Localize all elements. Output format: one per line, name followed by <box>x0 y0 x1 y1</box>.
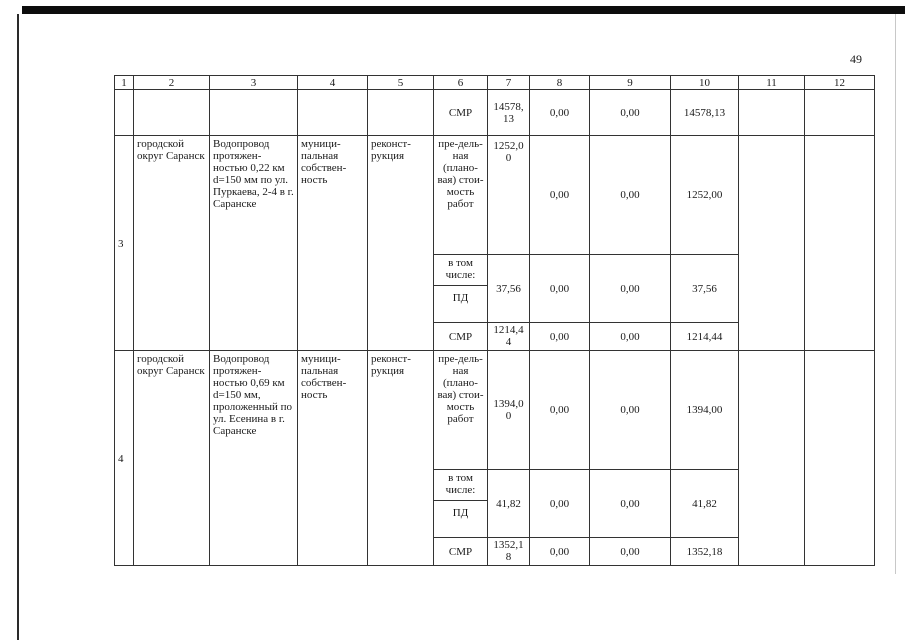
investment-table <box>114 75 875 566</box>
header-cell: 5 <box>368 76 434 90</box>
scan-border-left <box>17 14 19 640</box>
value-cell: 41,82 <box>671 470 739 538</box>
value-cell: 0,00 <box>530 351 590 470</box>
value-cell: 1214,44 <box>671 323 739 351</box>
row-label: СМР <box>434 323 488 351</box>
header-cell: 10 <box>671 76 739 90</box>
header-cell: 1 <box>115 76 134 90</box>
value-cell: 1214,44 <box>488 323 530 351</box>
value-cell: 37,56 <box>671 255 739 323</box>
row-sublabel: ПД <box>434 500 487 519</box>
table-row <box>115 136 875 255</box>
header-cell: 4 <box>298 76 368 90</box>
value-cell: 1394,00 <box>671 351 739 470</box>
row-label-group <box>434 255 488 323</box>
value-cell: 0,00 <box>590 538 671 566</box>
value-cell: 0,00 <box>590 470 671 538</box>
value-cell: 0,00 <box>530 323 590 351</box>
entry-index: 4 <box>115 351 134 566</box>
value-cell: 1394,00 <box>488 351 530 470</box>
row-label: в том числе: <box>445 472 476 496</box>
header-cell: 3 <box>210 76 298 90</box>
ownership-cell: муници-пальная собствен-ность <box>298 351 368 566</box>
value-cell: 1252,00 <box>488 136 530 255</box>
header-cell: 6 <box>434 76 488 90</box>
row-label: пре-дель-ная (плано-вая) стои-мость работ <box>434 351 488 470</box>
row-label: пре-дель-ная (плано-вая) стои-мость работ <box>434 136 488 255</box>
table-row <box>115 351 875 470</box>
object-cell: Водопровод протяжен-ностью 0,69 км d=150 мм, проложенный по ул. Есенина в г. Саранске <box>210 351 298 566</box>
municipality-cell: городской округ Саранск <box>134 351 210 566</box>
value-cell: 0,00 <box>590 136 671 255</box>
value-cell: 14578,13 <box>488 90 530 136</box>
row-label-group <box>434 470 488 538</box>
value-cell: 0,00 <box>590 255 671 323</box>
work-type-cell: реконст-рукция <box>368 351 434 566</box>
value-cell: 0,00 <box>590 90 671 136</box>
municipality-cell: городской округ Саранск <box>134 136 210 351</box>
value-cell: 1352,18 <box>671 538 739 566</box>
header-cell: 7 <box>488 76 530 90</box>
value-cell: 41,82 <box>488 470 530 538</box>
header-cell: 9 <box>590 76 671 90</box>
header-cell: 2 <box>134 76 210 90</box>
header-cell: 12 <box>805 76 875 90</box>
value-cell: 0,00 <box>590 351 671 470</box>
row-label: СМР <box>434 538 488 566</box>
header-row <box>115 76 875 90</box>
value-cell: 0,00 <box>530 136 590 255</box>
value-cell: 14578,13 <box>671 90 739 136</box>
value-cell: 37,56 <box>488 255 530 323</box>
row-sublabel: ПД <box>434 285 487 304</box>
table-row <box>115 90 875 136</box>
value-cell: 0,00 <box>530 90 590 136</box>
header-cell: 11 <box>739 76 805 90</box>
value-cell: 1352,18 <box>488 538 530 566</box>
entry-index: 3 <box>115 136 134 351</box>
value-cell: 0,00 <box>530 255 590 323</box>
work-type-cell: реконст-рукция <box>368 136 434 351</box>
object-cell: Водопровод протяжен-ностью 0,22 км d=150 мм по ул. Пуркаева, 2-4 в г. Саранске <box>210 136 298 351</box>
scan-border-top <box>22 6 905 14</box>
value-cell: 0,00 <box>590 323 671 351</box>
row-label: СМР <box>434 90 488 136</box>
ownership-cell: муници-пальная собствен-ность <box>298 136 368 351</box>
header-cell: 8 <box>530 76 590 90</box>
value-cell: 0,00 <box>530 470 590 538</box>
page-number: 49 <box>850 52 862 66</box>
scan-border-right <box>895 14 896 574</box>
value-cell: 1252,00 <box>671 136 739 255</box>
row-label: в том числе: <box>445 257 476 281</box>
value-cell: 0,00 <box>530 538 590 566</box>
